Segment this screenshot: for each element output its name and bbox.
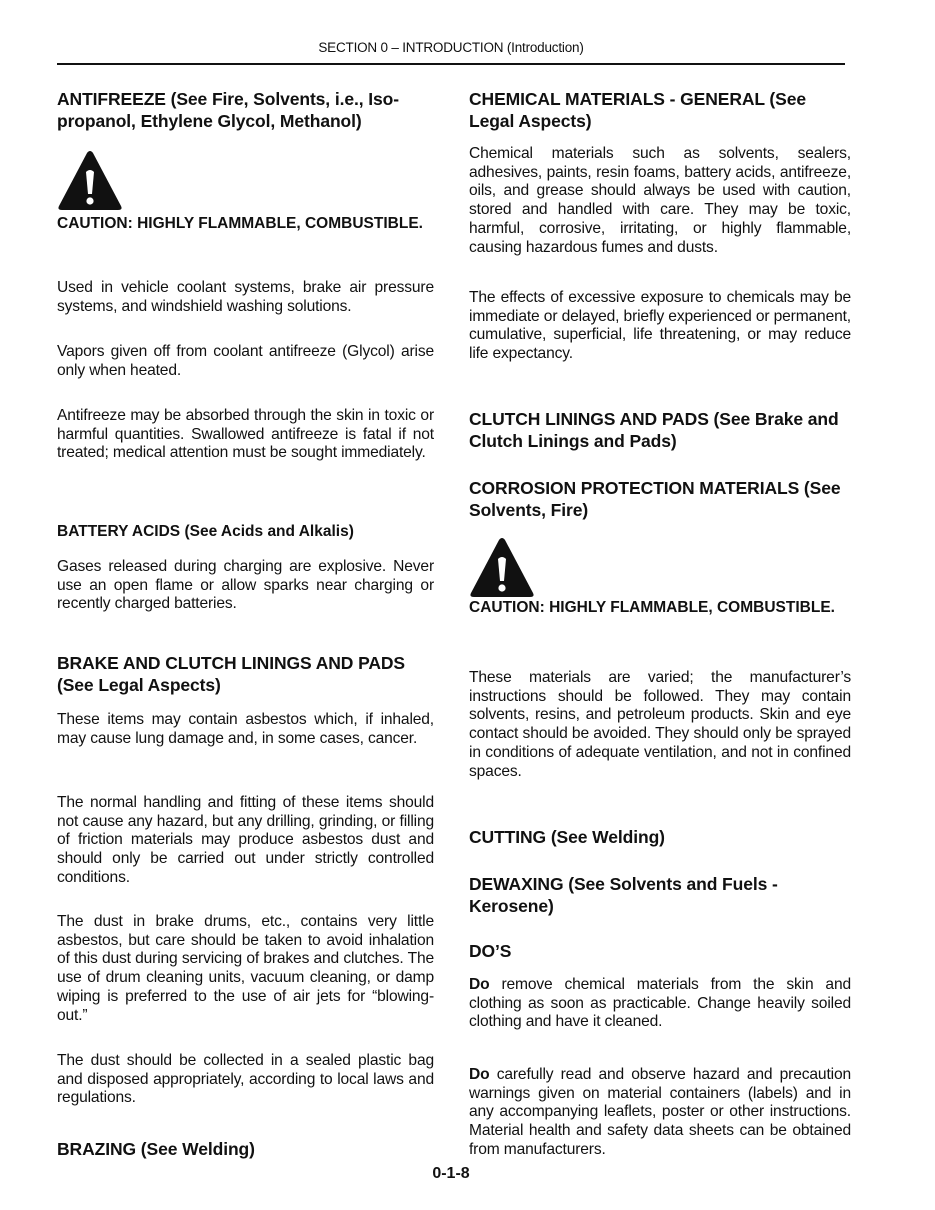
antifreeze-paragraph-2: Vapors given off from coolant antifreeze (Glycol) arise only when heated. bbox=[57, 343, 434, 379]
antifreeze-paragraph-1: Used in vehicle coolant systems, brake air pressure systems, and windshield washing solutions. bbox=[57, 279, 434, 315]
brake-paragraph-1: These items may contain asbestos which, if inhaled, may cause lung damage and, in some cases, cancer. bbox=[57, 711, 434, 747]
warning-triangle-icon bbox=[57, 150, 123, 212]
clutch-heading: CLUTCH LININGS AND PADS (See Brake and Clutch Linings and Pads) bbox=[469, 409, 839, 451]
dos-paragraph-2-lead: Do bbox=[469, 1066, 490, 1083]
battery-heading: BATTERY ACIDS (See Acids and Alkalis) bbox=[57, 523, 354, 540]
chemical-paragraph-1: Chemical materials such as solvents, sealers, adhesives, paints, resin foams, battery acids, antifreeze, oils, and grease should always be used with caution, stored and handled with care. They may be toxic, harmful, corrosive, irritating, or highly flammable, causing hazardous fumes and dusts. bbox=[469, 145, 851, 256]
antifreeze-heading: ANTIFREEZE (See Fire, Solvents, i.e., Iso-propanol, Ethylene Glycol, Methanol) bbox=[57, 89, 399, 131]
brake-paragraph-3: The dust in brake drums, etc., contains very little asbestos, but care should be taken to avoid inhalation of this dust during servicing of brakes and clutches. The use of drum cleaning units, vacuum cleaning, or damp wiping is preferred to the use of air jets for “blowing-out.” bbox=[57, 913, 434, 1024]
dos-paragraph-2-text: carefully read and observe hazard and precaution warnings given on material containers (labels) and in any accompanying leaflets, poster or other instructions. Material health and safety data sheets can be obtained from manufacturers. bbox=[469, 1066, 851, 1158]
chemical-paragraph-2: The effects of excessive exposure to chemicals may be immediate or delayed, briefly experienced or permanent, cumulative, superficial, life threatening, or may reduce life expectancy. bbox=[469, 289, 851, 363]
dos-paragraph-2 bbox=[469, 1066, 851, 1160]
corrosion-caution: CAUTION: HIGHLY FLAMMABLE, COMBUSTIBLE. bbox=[469, 599, 835, 616]
header-rule bbox=[57, 63, 845, 65]
brazing-heading: BRAZING (See Welding) bbox=[57, 1139, 255, 1159]
brake-heading: BRAKE AND CLUTCH LININGS AND PADS (See Legal Aspects) bbox=[57, 653, 405, 695]
dos-paragraph-1 bbox=[469, 976, 851, 1032]
warning-triangle-icon bbox=[469, 537, 535, 599]
dos-heading: DO’S bbox=[469, 941, 512, 961]
antifreeze-caution: CAUTION: HIGHLY FLAMMABLE, COMBUSTIBLE. bbox=[57, 215, 423, 232]
dewaxing-heading: DEWAXING (See Solvents and Fuels - Kerosene) bbox=[469, 874, 778, 916]
chemical-heading: CHEMICAL MATERIALS - GENERAL (See Legal Aspects) bbox=[469, 89, 807, 131]
corrosion-heading: CORROSION PROTECTION MATERIALS (See Solvents, Fire) bbox=[469, 478, 841, 520]
page-number: 0-1-8 bbox=[432, 1165, 470, 1182]
dos-paragraph-1-text: remove chemical materials from the skin and clothing as soon as practicable. Change heavily soiled clothing and have it cleaned. bbox=[469, 976, 851, 1031]
corrosion-paragraph-1: These materials are varied; the manufacturer’s instructions should be followed. They may contain solvents, resins, and petroleum products. Skin and eye contact should be avoided. They should only be sprayed in conditions of adequate ventilation, and not in confined spaces. bbox=[469, 669, 851, 780]
brake-paragraph-2: The normal handling and fitting of these items should not cause any hazard, but any drilling, grinding, or filling of friction materials may produce asbestos dust and should only be carried out under strictly controlled conditions. bbox=[57, 794, 434, 886]
cutting-heading: CUTTING (See Welding) bbox=[469, 827, 665, 847]
dos-paragraph-1-lead: Do bbox=[469, 976, 490, 993]
battery-paragraph-1: Gases released during charging are explosive. Never use an open flame or allow sparks near charging or recently charged batteries. bbox=[57, 558, 434, 613]
antifreeze-paragraph-3: Antifreeze may be absorbed through the skin in toxic or harmful quantities. Swallowed antifreeze is fatal if not treated; medical attention must be sought immediately. bbox=[57, 407, 434, 462]
section-header: SECTION 0 – INTRODUCTION (Introduction) bbox=[318, 40, 584, 55]
brake-paragraph-4: The dust should be collected in a sealed plastic bag and disposed appropriately, according to local laws and regulations. bbox=[57, 1052, 434, 1107]
